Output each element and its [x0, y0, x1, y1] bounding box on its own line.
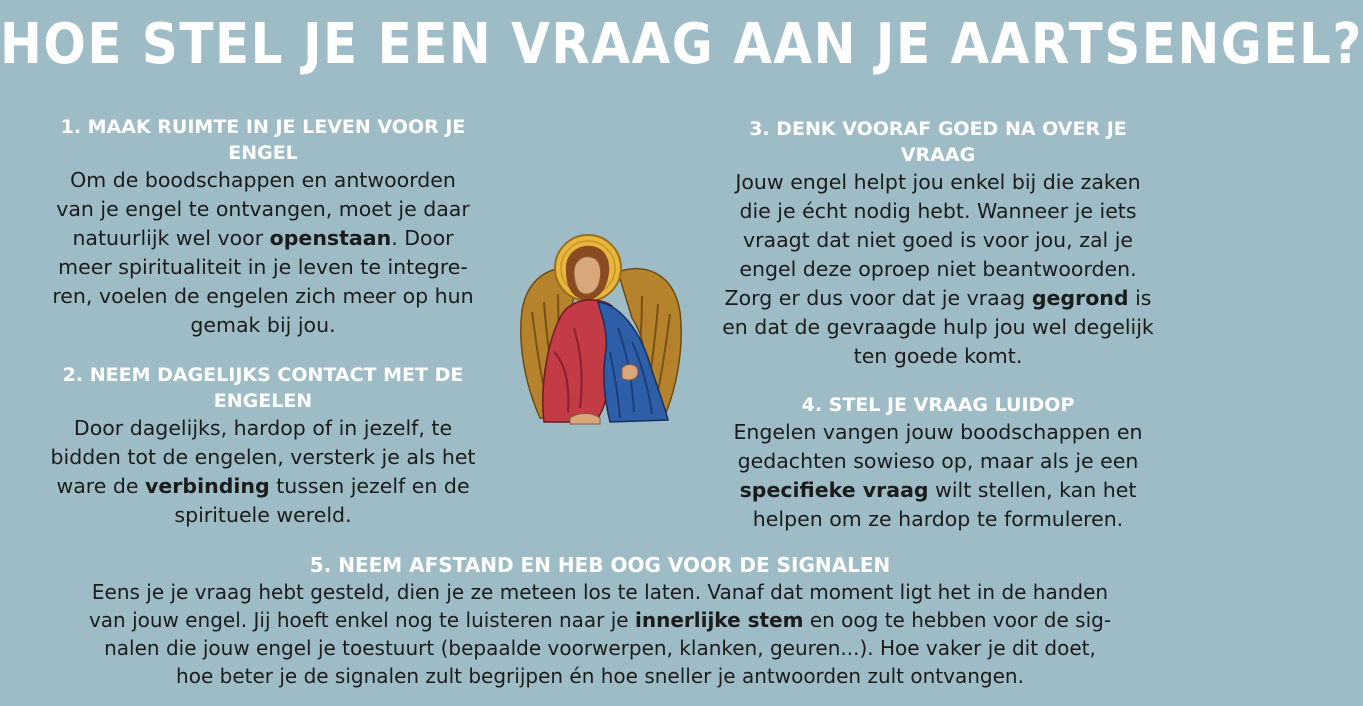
body-line: gedachten sowieso op, maar als je een	[737, 449, 1139, 473]
body-line: gemak bij jou.	[190, 313, 336, 337]
body-line: Om de boodschappen en antwoorden	[70, 168, 456, 192]
body-line: nalen die jouw engel je toestuurt (bepaalde voorwerpen, klanken, geuren...). Hoe vaker je dit doet,	[104, 636, 1096, 660]
body-line: ren, voelen de engelen zich meer op hun	[52, 284, 474, 308]
section-body	[30, 414, 496, 530]
section-4	[706, 392, 1170, 534]
section-body	[30, 166, 496, 340]
section-body	[706, 418, 1170, 534]
section-1	[30, 114, 496, 340]
section-body	[706, 168, 1170, 371]
section-5	[40, 552, 1160, 690]
body-line: spirituele wereld.	[174, 503, 352, 527]
body-line: Engelen vangen jouw boodschappen en	[733, 420, 1143, 444]
page-title: HOE STEL JE EEN VRAAG AAN JE AARTSENGEL?	[0, 11, 1363, 77]
section-title: 5. NEEM AFSTAND EN HEB OOG VOOR DE SIGNALEN	[309, 553, 891, 577]
body-line: van je engel te ontvangen, moet je daar	[56, 197, 470, 221]
body-line: Jouw engel helpt jou enkel bij die zaken	[735, 170, 1141, 194]
body-line: bidden tot de engelen, versterk je als het	[50, 445, 476, 469]
section-2	[30, 362, 496, 530]
body-line: en dat de gevraagde hulp jou wel degelijk	[722, 315, 1154, 339]
section-title: 2. NEEM DAGELIJKS CONTACT MET DE ENGELEN	[62, 364, 464, 412]
body-line: meer spiritualiteit in je leven te integre-	[58, 255, 468, 279]
angel-icon	[514, 232, 686, 430]
body-line: engel deze oproep niet beantwoorden.	[739, 257, 1137, 281]
emphasis-text: openstaan	[269, 226, 392, 250]
body-line: hoe beter je de signalen zult begrijpen én hoe sneller je antwoorden zult ontvangen.	[176, 664, 1024, 688]
body-line: helpen om ze hardop te formuleren.	[752, 507, 1124, 531]
section-title: 4. STEL JE VRAAG LUIDOP	[801, 394, 1075, 416]
body-line: Eens je je vraag hebt gesteld, dien je ze meteen los te laten. Vanaf dat moment ligt het in de handen	[91, 580, 1109, 604]
section-body	[40, 578, 1160, 690]
body-line: vraagt dat niet goed is voor jou, zal je	[742, 228, 1134, 252]
body-line: Door dagelijks, hardop of in jezelf, te	[73, 416, 453, 440]
body-line: natuurlijk wel voor openstaan. Door	[72, 226, 454, 250]
body-line: Zorg er dus voor dat je vraag gegrond is	[724, 286, 1152, 310]
body-line: specifieke vraag wilt stellen, kan het	[739, 478, 1137, 502]
body-line: die je écht nodig hebt. Wanneer je iets	[739, 199, 1137, 223]
emphasis-text: gegrond	[1031, 286, 1129, 310]
body-line: ten goede komt.	[853, 344, 1023, 368]
emphasis-text: innerlijke stem	[634, 608, 804, 632]
section-title: 3. DENK VOORAF GOED NA OVER JE VRAAG	[749, 118, 1127, 166]
section-title: 1. MAAK RUIMTE IN JE LEVEN VOOR JE ENGEL	[60, 116, 466, 164]
body-line: van jouw engel. Jij hoeft enkel nog te luisteren naar je innerlijke stem en oog te hebben voor de sig-	[88, 608, 1112, 632]
body-line: ware de verbinding tussen jezelf en de	[56, 474, 470, 498]
emphasis-text: verbinding	[145, 474, 270, 498]
emphasis-text: specifieke vraag	[739, 478, 929, 502]
section-3	[706, 116, 1170, 371]
